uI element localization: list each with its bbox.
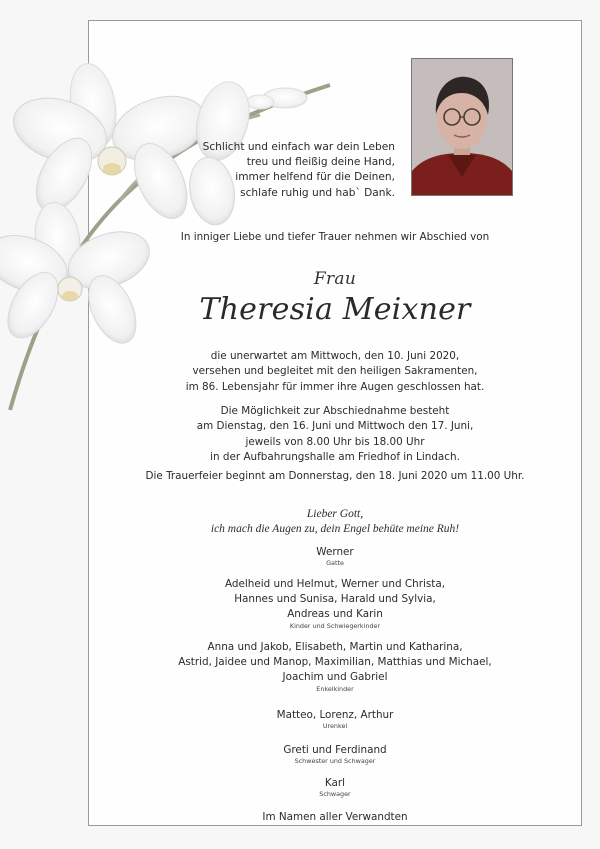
mourner-role: Gatte [326,559,344,568]
mourner-group [88,743,582,766]
portrait-icon [412,59,512,195]
mourner-names: Adelheid und Helmut, Werner und Christa, [224,578,446,590]
text-line: Die Möglichkeit zur Abschiednahme besteht [220,405,450,417]
mourner-role: Enkelkinder [316,684,354,693]
death-announcement [88,349,582,395]
mourner-names: Anna und Jakob, Elisabeth, Martin und Katharina, [207,641,463,653]
portrait-photo [411,58,513,196]
text-line: Lieber Gott, [306,508,364,520]
text-line: Die Trauerfeier beginnt am Donnerstag, den 18. Juni 2020 um 11.00 Uhr. [145,470,525,482]
mourner-names: Joachim und Gabriel [282,671,388,684]
mourner-group [88,545,582,568]
mourner-names: Hannes und Sunisa, Harald und Sylvia, [234,593,436,606]
mourner-group [88,640,582,694]
viewing-info [88,404,582,465]
poem-line: schlafe ruhig und hab` Dank. [240,186,395,199]
mourner-group [88,708,582,731]
text-line: im 86. Lebensjahr für immer ihre Augen geschlossen hat. [185,380,485,393]
poem [175,140,395,201]
salutation: Frau [313,269,357,289]
intro-text: In inniger Liebe und tiefer Trauer nehmen wir Abschied von [180,231,490,243]
deceased-name: Theresia Meixner [199,292,471,327]
mourner-role: Schwager [319,790,351,799]
text-line: versehen und begleitet mit den heiligen Sakramenten, [192,365,478,378]
mourner-role: Kinder und Schwiegerkinder [289,621,381,630]
poem-line: Schlicht und einfach war dein Leben [202,141,395,153]
prayer [88,507,582,536]
text-line: am Dienstag, den 16. Juni und Mittwoch den 17. Juni, [196,420,474,433]
funeral-info [88,469,582,484]
mourner-names: Andreas und Karin [287,608,383,621]
poem-line: immer helfend für die Deinen, [235,171,395,184]
closing-text: Im Namen aller Verwandten [262,811,408,823]
mourner-role: Urenkel [322,722,348,731]
text-line: jeweils von 8.00 Uhr bis 18.00 Uhr [245,435,425,448]
mourner-group [88,577,582,631]
mourner-names: Greti und Ferdinand [283,744,387,756]
poem-line: treu und fleißig deine Hand, [246,156,395,169]
mourner-names: Astrid, Jaidee und Manop, Maximilian, Matthias und Michael, [178,656,492,669]
mourner-names: Matteo, Lorenz, Arthur [276,709,394,721]
text-line: die unerwartet am Mittwoch, den 10. Juni 2020, [210,350,460,362]
mourner-names: Karl [324,777,346,789]
mourner-names: Werner [316,546,354,558]
mourner-role: Schwester und Schwager [294,757,376,766]
mourner-group [88,776,582,799]
text-line: in der Aufbahrungshalle am Friedhof in Lindach. [210,450,460,463]
text-line: ich mach die Augen zu, dein Engel behüte meine Ruh! [210,522,460,535]
